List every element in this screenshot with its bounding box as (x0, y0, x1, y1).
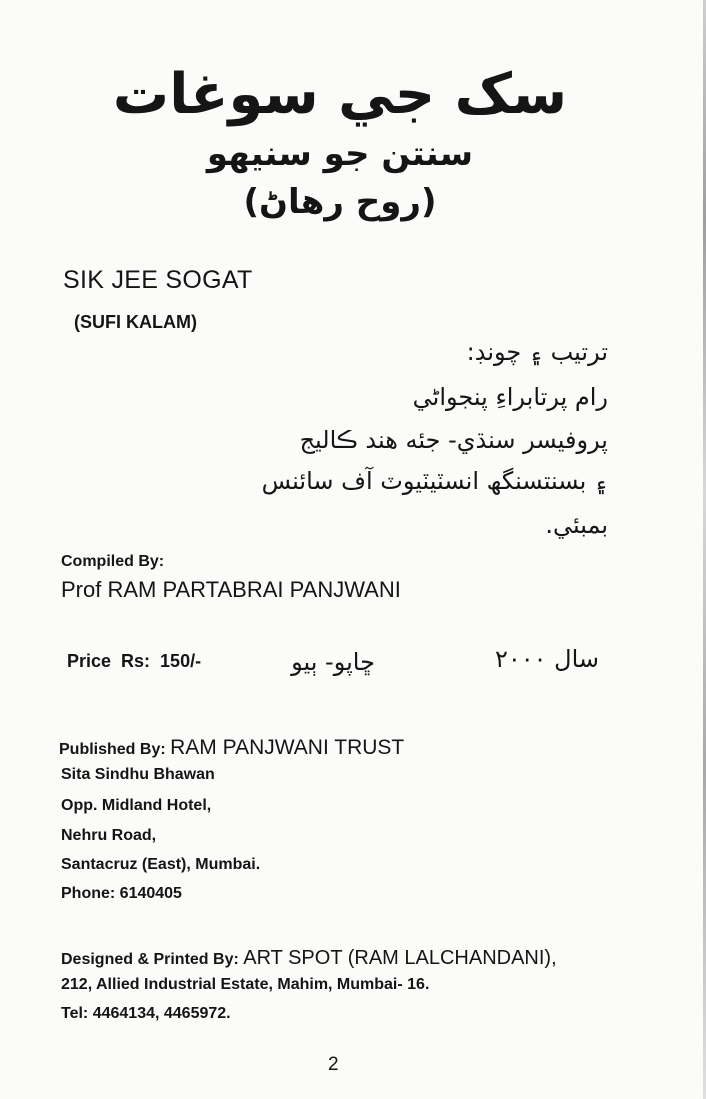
sindhi-main-title: سک جي سوغات (112, 62, 568, 127)
sindhi-subtitle: سنتن جو سنيهو (206, 134, 474, 174)
sindhi-compiler-line-1: ترتيب ۽ چونڊ: (466, 338, 608, 366)
sindhi-print-edition: ڇاپو- ٻيو (291, 648, 375, 676)
english-subtitle: (SUFI KALAM) (74, 312, 197, 332)
compiler-name: Prof RAM PARTABRAI PANJWANI (61, 577, 401, 602)
publisher-address-line: Santacruz (East), Mumbai. (61, 856, 261, 873)
publisher-address-line: Nehru Road, (61, 827, 157, 844)
published-by-label: Published By: (59, 741, 171, 758)
publisher-address-line: Opp. Midland Hotel, (61, 797, 212, 814)
sindhi-parenthetical-subtitle: (روح رهاڻ) (243, 182, 437, 222)
sindhi-compiler-line-3: پروفيسر سنڌي- جئه هند ڪاليج (299, 426, 608, 454)
sindhi-compiler-line-4: ۽ بسنتسنگھ انسٽيٽيوٽ آف سائنس (261, 467, 608, 495)
page-number: 2 (328, 1054, 339, 1075)
designer-line (61, 947, 557, 970)
designed-printed-by-label: Designed & Printed By: (61, 951, 244, 968)
compiled-by-label: Compiled By: (61, 553, 165, 570)
sindhi-year: سال ٢٠٠٠ (494, 645, 600, 673)
sindhi-compiler-line-5: بمبئي. (545, 511, 608, 539)
sindhi-compiler-line-2: رام پرتابراءِ پنجواڻي (412, 383, 608, 411)
publisher-line (59, 736, 404, 760)
english-title: SIK JEE SOGAT (63, 266, 253, 294)
price: Price Rs: 150/- (67, 651, 202, 671)
designer-telephone: Tel: 4464134, 4465972. (61, 1005, 231, 1022)
publisher-name: RAM PANJWANI TRUST (170, 736, 405, 759)
publisher-phone: Phone: 6140405 (61, 885, 182, 902)
publisher-address-line: Sita Sindhu Bhawan (61, 766, 215, 783)
designer-address: 212, Allied Industrial Estate, Mahim, Mumbai- 16. (61, 976, 430, 993)
designer-name: ART SPOT (RAM LALCHANDANI), (243, 947, 557, 969)
